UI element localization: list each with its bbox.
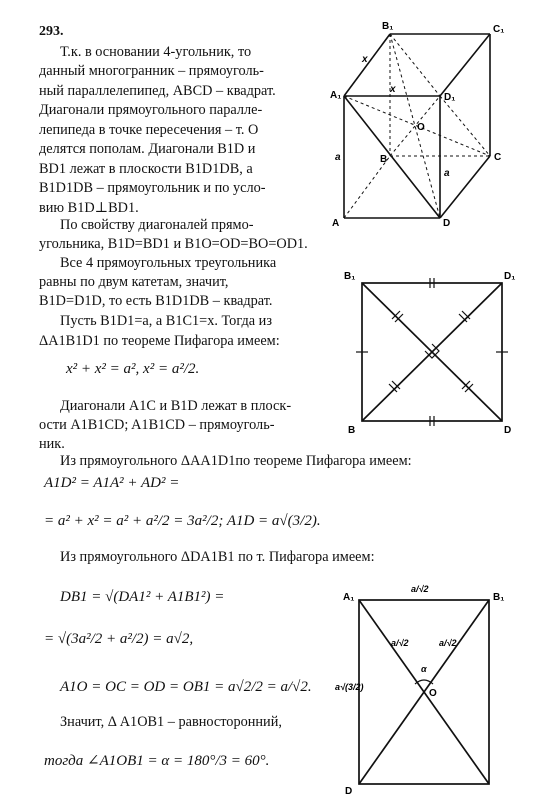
equation-3a: DB1 = √(DA1² + A1B1²) = bbox=[60, 589, 225, 605]
para3-line3: B1D=D1D, то есть B1D1DB – квадрат. bbox=[39, 293, 273, 309]
para1-line7: BD1 лежат в плоскости B1D1DB, а bbox=[39, 161, 253, 177]
para7: Из прямоугольного ΔDA1B1 по т. Пифагора имеем: bbox=[60, 549, 375, 565]
equation-2b: = a² + x² = a² + a²/2 = 3a²/2; A1D = a√(3/2). bbox=[44, 513, 321, 529]
fig2-label-d: D bbox=[504, 425, 512, 436]
equation-5: тогда ∠A1OB1 = α = 180°/3 = 60°. bbox=[44, 753, 270, 769]
para1-line6: делятся пополам. Диагонали B1D и bbox=[39, 141, 256, 157]
fig1-label-o: O bbox=[417, 122, 425, 133]
fig3-label-alpha: α bbox=[421, 664, 427, 674]
para1-line8: B1D1DB – прямоугольник и по усло- bbox=[39, 180, 266, 196]
para3-line2: равны по двум катетам, значит, bbox=[39, 274, 229, 290]
fig3-label-d: D bbox=[345, 786, 353, 797]
equation-4: A1O = OC = OD = OB1 = a√2/2 = a/√2. bbox=[60, 679, 312, 695]
para5-line1: Диагонали A1C и B1D лежат в плоск- bbox=[60, 398, 292, 414]
fig2-label-d1: D₁ bbox=[504, 271, 516, 282]
fig1-label-d: D bbox=[443, 218, 451, 229]
fig3-label-o: O bbox=[429, 688, 437, 699]
para2-line1: По свойству диагоналей прямо- bbox=[60, 217, 254, 233]
para1-line4: Диагонали прямоугольного паралле- bbox=[39, 102, 263, 118]
figure-rectangle bbox=[335, 572, 525, 797]
fig3-label-left: a√(3/2) bbox=[335, 682, 364, 692]
para1-line2: данный многогранник – прямоуголь- bbox=[39, 63, 264, 79]
equation-3b: = √(3a²/2 + a²/2) = a√2, bbox=[44, 631, 194, 647]
fig3-label-top: a/√2 bbox=[411, 584, 429, 594]
para5-line3: ник. bbox=[39, 436, 65, 452]
equation-2a: A1D² = A1A² + AD² = bbox=[44, 475, 180, 491]
para8: Значит, Δ A1OB1 – равносторонний, bbox=[60, 714, 282, 730]
fig1-label-b1: B₁ bbox=[382, 21, 394, 32]
figure-parallelepiped bbox=[330, 18, 520, 238]
fig2-label-b1: B₁ bbox=[344, 271, 356, 282]
para6: Из прямоугольного ΔAA1D1по теореме Пифагора имеем: bbox=[60, 453, 412, 469]
para1-line3: ный параллелепипед, ABCD – квадрат. bbox=[39, 83, 276, 99]
fig1-label-b: B bbox=[380, 154, 388, 165]
para4-line1: Пусть B1D1=a, а B1C1=x. Тогда из bbox=[60, 313, 272, 329]
problem-number: 293. bbox=[39, 24, 64, 39]
fig2-label-b: B bbox=[348, 425, 356, 436]
fig1-label-d1: D₁ bbox=[444, 92, 456, 103]
para2-line2: угольника, B1D=BD1 и B1O=OD=BO=OD1. bbox=[39, 236, 308, 252]
fig1-label-a-left: a bbox=[335, 152, 341, 163]
para1-line5: лепипеда в точке пересечения – т. O bbox=[39, 122, 259, 138]
fig1-label-c: C bbox=[494, 152, 502, 163]
fig1-label-a: A bbox=[332, 218, 340, 229]
fig3-label-diag2: a/√2 bbox=[439, 638, 457, 648]
para3-line1: Все 4 прямоугольных треугольника bbox=[60, 255, 277, 271]
fig3-label-b1: B₁ bbox=[493, 592, 505, 603]
figure-square bbox=[340, 265, 525, 440]
para1-line1: Т.к. в основании 4-угольник, то bbox=[60, 44, 252, 60]
fig1-label-c1: C₁ bbox=[493, 24, 505, 35]
fig1-label-a-right: a bbox=[444, 168, 450, 179]
fig3-label-a1: A₁ bbox=[343, 592, 355, 603]
fig3-label-diag1: a/√2 bbox=[391, 638, 409, 648]
fig1-label-x1: x bbox=[362, 54, 368, 65]
para5-line2: ости A1B1CD; A1B1CD – прямоуголь- bbox=[39, 417, 275, 433]
para4-line2: ΔA1B1D1 по теореме Пифагора имеем: bbox=[39, 333, 280, 349]
fig1-label-x2: x bbox=[390, 84, 396, 95]
equation-1: x² + x² = a², x² = a²/2. bbox=[66, 361, 200, 377]
fig1-label-a1: A₁ bbox=[330, 90, 342, 101]
para1-line9: вию B1D⊥BD1. bbox=[39, 200, 139, 216]
